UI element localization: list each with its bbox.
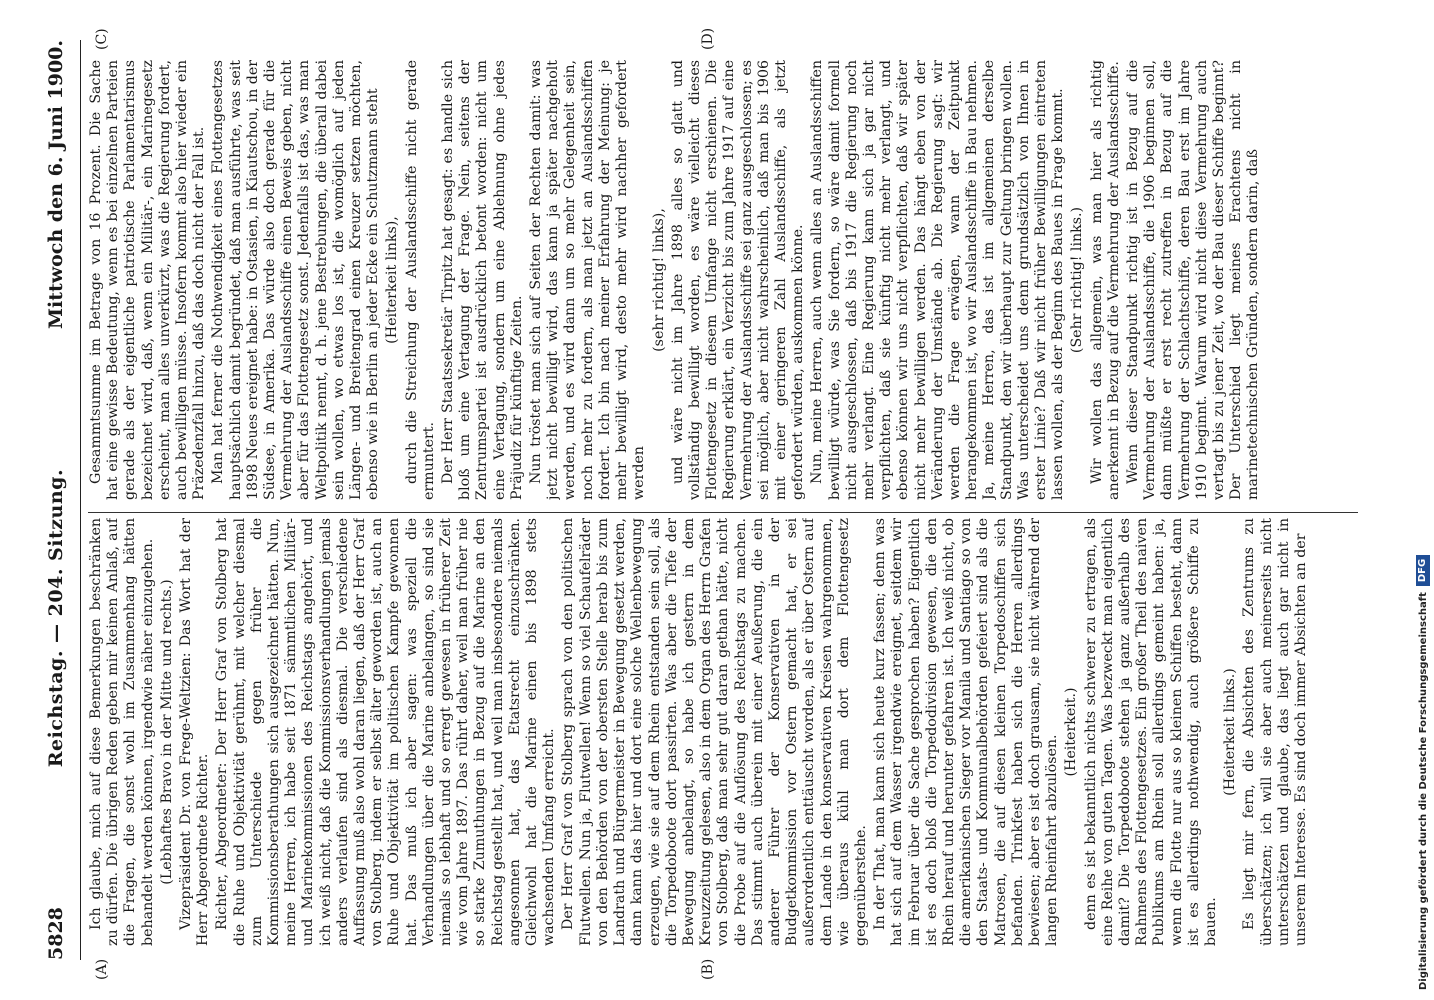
paragraph: Gesammtsumme im Betrage von 16 Prozent. Die Sache hat eine gewisse Bedeutung, wenn es bei einzelnen Parteien gerade als der eigentliche patriotische Parlamentarismus bezeichnet wird, daß, wenn ein Militär-, ein Marinegesetz erscheint, man alles unverkürzt, was die Regierung fordert, auch bewilligen müsse. Insofern kommt also hier wieder ein Präzedenzfall hinzu, daß das doch nicht der Fall ist. [88, 60, 208, 500]
margin-mark-d: (D) [700, 27, 716, 50]
paragraph: (Sehr richtig! links.) [1069, 206, 1086, 354]
paragraph: und wäre nicht im Jahre 1898 alles so glatt und vollständig bewilligt worden, es wäre vielleicht dieses Flottengesetz in diesem Umfange nicht erschienen. Die Regierung erklärt, ein Verzicht bis zum Jahre 1917 auf eine Vermehrung der Auslandsschiffe sei ganz ausgeschlossen; es sei möglich, aber nicht wahrscheinlich, daß man bis 1906 mit einer geringeren Zahl Auslandsschiffe, als jetzt gefordert würden, auskommen könne. [669, 60, 807, 500]
header-rule [80, 40, 81, 960]
right-text-column [88, 60, 1338, 500]
paragraph: Es liegt mir fern, die Absichten des Zentrums zu überschätzen; ich will sie aber auch meinerseits nicht unterschätzen und glaube, das liegt auch gar nicht in unserem Interesse. Es sind doch immer Absichten an der [1241, 518, 1310, 946]
margin-mark-b: (B) [700, 958, 716, 980]
column-divider [88, 512, 1358, 513]
paragraph: (Heiterkeit links.) [1222, 668, 1239, 796]
page-header [36, 40, 76, 960]
paragraph: Richter, Abgeordneter: Der Herr Graf von Stolberg hat die Ruhe und Objektivität gerühmt, mit welcher diesmal zum Unterschiede gegen früher die Kommissionsberathungen sich ausgezeichnet hätten. Nun, meine Herren, ich habe seit 1871 sämmtlichen Militär- und Marinekommissionen des Reichstags angehört, und ich weiß nicht, daß die Kommissionsverhandlungen jemals anders verlaufen sind als diesmal. Die verschiedene Auffassung muß also wohl daran liegen, daß der Herr Graf von Stolberg, indem er selbst älter geworden ist, auch an Ruhe und Objektivität im politischen Kampfe gewonnen hat. Das muß ich aber sagen: was speziell die Verhandlungen über die Marine anbelangen, so sind sie niemals so lebhaft und so erregt gewesen in früherer Zeit wie vom Jahre 1897. Das rührt daher, weil man früher nie so starke Zumuthungen in Bezug auf die Marine an den Reichstag gestellt hat, und weil man insbesondere niemals angesonnen hat, das Etatsrecht einzuschränken. Gleichwohl hat die Marine einen bis 1898 stets wachsenden Umfang erreicht. [214, 518, 558, 946]
margin-mark-a: (A) [94, 958, 110, 980]
paragraph: Der Herr Graf von Stolberg sprach von den politischen Flutwellen. Nun ja, Flutwellen! Wenn so viel Schaufelräder von den Behörden von der obersten Stelle herab bis zum Landrath und Bürgermeister in Bewegung gesetzt werden, dann kann das hier und dort eine solche Wellenbewegung erzeugen, wie sie auf dem Rhein entstanden sein soll, als die Torpedoboote dort passirten. Was aber die Tiefe der Bewegung anbelangt, so habe ich gestern in dem Kreuzzeitung gelesen, also in dem Organ des Herrn Grafen von Stolberg, daß man sehr gut daran gethan hätte, nicht die Probe auf die Auflösung des Reichstags zu machen. Das stimmt auch überein mit einer Aeußerung, die ein anderer Führer der Konservativen in der Budgetkommission vor Ostern gemacht hat, er sei außerordentlich enttäuscht worden, als er über Ostern auf dem Lande in den konservativen Kreisen wahrgenommen, wie überaus kühl man dort dem Flottengesetz gegenüberstehe. [560, 518, 869, 946]
paragraph: (Heiterkeit links), [384, 216, 401, 344]
paragraph: denn es ist bekanntlich nichts schwerer zu ertragen, als eine Reihe von guten Tagen. Was bezweckt man eigentlich damit? Die Torpedoboote stehen ja ganz außerhalb des Rahmens des Flottengesetzes. Ein großer Theil des naiven Publikums am Rhein soll allerdings gemeint haben: ja, wenn die Flotte nur aus so kleinen Schiffen besteht, dann ist es allerdings nothwendig, auch größere Schiffe zu bauen. [1082, 518, 1219, 946]
margin-mark-c: (C) [94, 28, 110, 50]
paragraph: Der Herr Staatssekretär Tirpitz hat gesagt: es handle sich bloß um eine Vertagung der Frage. Nein, seitens der Zentrumspartei ist ausdrücklich betont worden: nicht um eine Vertagung, sondern um eine Ablehnung ohne jedes Präjudiz für künftige Zeiten. [440, 60, 525, 500]
session-date: Mittwoch den 6. Juni 1900. [45, 40, 67, 330]
paragraph: (Lebhaftes Bravo in der Mitte und rechts.) [158, 579, 175, 885]
dfg-credit-text: Digitalisierung gefördert durch die Deutsche Forschungsgemeinschaft [1417, 592, 1429, 990]
paragraph: Wir wollen das allgemein, was man hier als richtig anerkennt in Bezug auf die Vermehrung der Auslandsschiffe. [1088, 60, 1122, 500]
left-text-column [88, 518, 1338, 946]
paragraph: (Heiterkeit.) [1063, 687, 1080, 777]
paragraph: durch die Streichung der Auslandsschiffe nicht gerade ermuntert. [403, 60, 437, 500]
dfg-logo: DFG [1416, 555, 1430, 586]
paragraph: Man hat ferner die Nothwendigkeit eines Flottengesetzes hauptsächlich damit begründet, daß man ausführte, was seit 1898 Neues ereignet habe: in Ostasien, in Kiautschou, in der Südsee, in Amerika. Das würde also doch gerade für die Vermehrung der Auslandsschiffe einen Beweis geben, nicht aber für das Flottengesetz sonst. Jedenfalls ist das, was man Weltpolitik nennt, d. h. jene Bestrebungen, die überall dabei sein wollen, wo etwas los ist, die womöglich auf jeden Längen- und Breitengrad einen Kreuzer setzen möchten, ebenso wie in Berlin an jeder Ecke ein Schutzmann steht [210, 60, 382, 500]
paragraph: In der That, man kann sich heute kurz fassen; denn was hat sich auf dem Wasser irgendwie ereignet, seitdem wir im Februar über die Sache gesprochen haben? Eigentlich ist es doch bloß die Torpedodivision gewesen, die den Rhein herauf und herunter gefahren ist. Ich weiß nicht, ob die amerikanischen Sieger vor Manila und Santiago so von den Staats- und Kommunalbehörden gefeiert sind als die Matrosen, die auf diesen kleinen Torpedoschiffen sich befanden. Trinkfest haben sich die Herren allerdings bewiesen; aber es ist doch grausam, sie nicht während der langen Rheinfahrt abzulösen. [872, 518, 1061, 946]
paragraph: Nun, meine Herren, auch wenn alles an Auslandsschiffen bewilligt würde, was Sie fordern, so wäre damit formell nicht ausgeschlossen, daß bis 1917 die Regierung noch mehr verlangt. Eine Regierung kann sich ja gar nicht verpflichten, daß sie künftig nicht mehr verlangt, und ebenso können wir uns nicht verpflichten, daß wir später nicht mehr bewilligen werden. Das hängt eben von der Veränderung der Umstände ab. Die Regierung sagt: wir werden die Frage erwägen, wann der Zeitpunkt herangekommen ist, wo wir Auslandsschiffe in Bau nehmen. Ja, meine Herren, das ist im allgemeinen derselbe Standpunkt, den wir überhaupt zur Geltung bringen wollen. Was unterscheidet uns denn grundsätzlich von Ihnen in erster Linie? Daß wir nicht früher Bewilligungen eintreten lassen wollen, als der Beginn des Baues in Frage kommt. [809, 60, 1067, 500]
session-title: Reichstag. — 204. Sitzung. [45, 468, 67, 768]
paragraph: Vizepräsident Dr. von Frege-Weltzien: Das Wort hat der Herr Abgeordnete Richter. [178, 518, 212, 946]
dfg-credit-strip [1414, 10, 1432, 990]
paragraph: Wenn dieser Standpunkt richtig ist in Bezug auf die Vermehrung der Auslandsschiffe, die 1906 beginnen soll, dann müßte er erst recht zutreffen in Bezug auf die Vermehrung der Schlachtschiffe, deren Bau erst im Jahre 1910 beginnt. Warum wird nicht diese Vermehrung auch vertagt bis zu jener Zeit, wo der Bau dieser Schiffe beginnt? Der Unterschied liegt meines Erachtens nicht in marinetechnischen Gründen, sondern darin, daß [1124, 60, 1262, 500]
page-number: 5828 [45, 907, 67, 960]
paragraph: Nun tröstet man sich auf Seiten der Rechten damit: was jetzt nicht bewilligt wird, das kann ja später nachgeholt werden, und es wird dann um so mehr Gelegenheit sein, noch mehr zu fordern, als man jetzt an Auslandsschiffen fordert. Ich bin nach meiner Erfahrung der Meinung: je mehr bewilligt wird, desto mehr wird nachher gefordert werden [528, 60, 648, 500]
paragraph: (sehr richtig! links), [650, 208, 667, 352]
paragraph: Ich glaube, mich auf diese Bemerkungen beschränken zu dürfen. Die übrigen Reden geben mir keinen Anlaß, auf die Fragen, die sonst wohl im Zusammenhang hätten behandelt werden können, irgendwie näher einzugehen. [88, 518, 156, 946]
